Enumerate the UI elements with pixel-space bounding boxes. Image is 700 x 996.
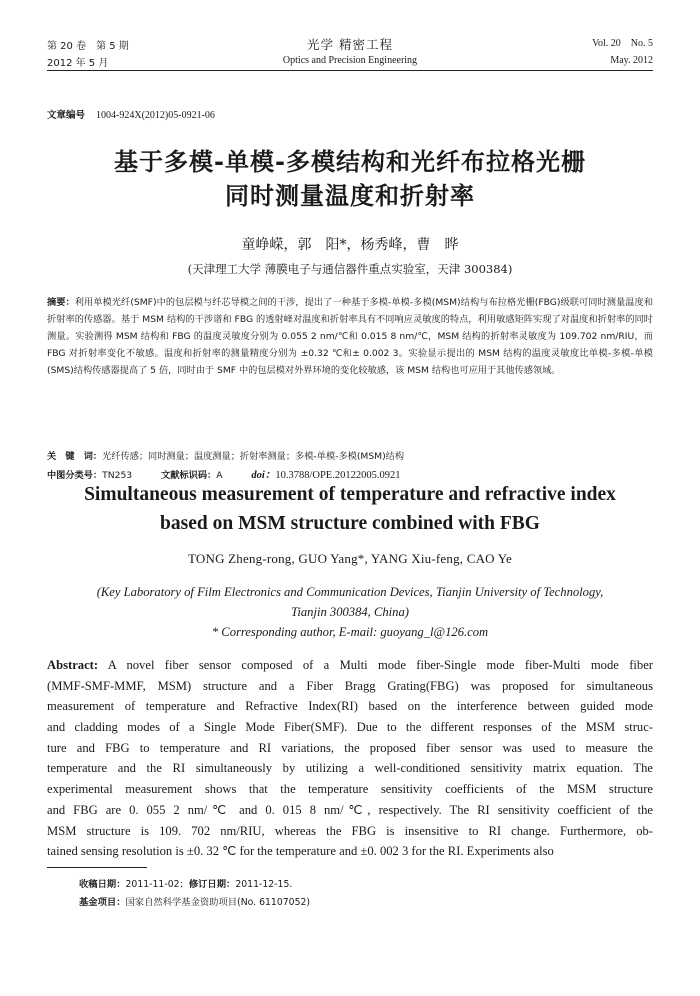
header-journal-cn: 光学 精密工程	[307, 37, 393, 52]
doi-label: doi：	[251, 470, 276, 481]
abstract-en-line: MSM structure is 109. 702 nm/RIU, whereas the FBG is insensitive to RI change. Furthermore, ob-	[47, 823, 653, 838]
footnote-dates	[79, 876, 292, 890]
authors-en: TONG Zheng-rong, GUO Yang*, YANG Xiu-feng, CAO Ye	[188, 551, 512, 566]
header-volume-cn: 第 20 卷 第 5 期	[47, 41, 129, 52]
abstract-en-line: ture and FBG to temperature and RI variations, the proposed fiber sensor was used to measure the	[47, 740, 653, 755]
title-en-line1: Simultaneous measurement of temperature and refractive index	[84, 484, 616, 505]
revised-value: 2011-12-15.	[235, 879, 293, 890]
classification-line	[47, 467, 400, 482]
abstract-en-line: and FBG are 0. 055 2 nm/℃ and 0. 015 8 nm/℃, respectively. The RI sensitivity coefficient of the	[47, 802, 653, 817]
doi-value: 10.3788/OPE.20122005.0921	[275, 470, 401, 481]
received-label: 收稿日期：	[79, 879, 126, 890]
abstract-en-line: tained sensing resolution is ±0. 32 ℃ for the temperature and ±0. 002 3 for the RI. Experiments also	[47, 844, 554, 859]
title-en-line2: based on MSM structure combined with FBG	[160, 513, 540, 534]
abstract-en-line: and cladding modes of a Single Mode Fiber(SMF). Due to the different responses of the MSM struc-	[47, 720, 653, 735]
doc-code-label: 文献标识码：	[161, 470, 217, 481]
revised-label: 修订日期：	[188, 879, 236, 890]
footnote-fund	[79, 894, 310, 908]
fund-value: 国家自然科学基金资助项目(No. 61107052)	[125, 897, 311, 908]
affiliation-en-line2: Tianjin 300384, China)	[291, 605, 409, 619]
keywords-cn-label: 关 键 词：	[47, 451, 103, 462]
article-id-value: 1004-924X(2012)05-0921-06	[96, 110, 215, 121]
abstract-en	[47, 655, 653, 862]
authors-cn: 童峥嵘，郭 阳*，杨秀峰，曹 晔	[241, 237, 459, 253]
affiliation-en-line3: * Corresponding author, E-mail: guoyang_l@126.com	[211, 625, 489, 639]
footnote-rule	[47, 867, 147, 868]
abstract-en-line: temperature and the RI simultaneously by utilizing a well-conditioned sensitivity matrix equation. The	[47, 761, 653, 776]
abstract-cn	[47, 294, 653, 379]
header-date-cn: 2012 年 5 月	[47, 58, 109, 69]
clc-label: 中图分类号：	[47, 470, 103, 481]
abstract-en-label: Abstract:	[47, 658, 99, 672]
received-value: 2011-11-02；	[125, 879, 189, 890]
abstract-cn-label: 摘要：	[47, 297, 75, 308]
abstract-en-line-text: A novel fiber sensor composed of a Multi mode fiber-Single mode fiber-Multi mode fiber	[107, 658, 653, 672]
doc-code-value: A	[216, 470, 223, 481]
abstract-en-line	[47, 655, 653, 676]
affiliation-cn: (天津理工大学 薄膜电子与通信器件重点实验室，天津 300384)	[187, 262, 513, 276]
header-volume-en: Vol. 20 No. 5	[592, 38, 653, 49]
header-date-en: May. 2012	[610, 55, 653, 66]
abstract-cn-text: 利用单模光纤(SMF)中的包层模与纤芯导模之间的干涉，提出了一种基于多模-单模-多模(MSM)结构与布拉格光栅(FBG)级联可同时测量温度和折射率的传感器。基于 MSM 结构的干涉谱和 FBG 的透射峰对温度和折射率具有不同响应灵敏度的特点，利用敏感矩阵实现了对温度和折射率的同时测量。实验测得 MSM 结构和 FBG 的温度灵敏度分别为 0.055 2 nm/℃和 0.015 8 nm/℃，MSM 结构的折射率灵敏度为 109.702 nm/RIU，而 FBG 对折射率变化不敏感。温度和折射率的测量精度分别为 ±0.32 ℃和± 0.002 3。实验显示提出的 MSM 结构的温度灵敏度比单模-多模-单模(SMS)结构传感器提高了 5 倍，同时由于 SMF 中的包层模对外界环境的变化较敏感，该 MSM 结构也可应用于其他传感领域。	[47, 297, 654, 376]
abstract-en-line: measurement of temperature and Refractive Index(RI) based on the interference between guided mode	[47, 699, 653, 714]
clc-value: TN253	[102, 470, 133, 481]
header-rule	[47, 70, 653, 71]
title-cn-line1: 基于多模-单模-多模结构和光纤布拉格光栅	[114, 148, 586, 176]
abstract-en-line: experimental measurement shows that the temperature sensitivity coefficients of the MSM structure	[47, 782, 653, 797]
keywords-cn	[47, 448, 404, 462]
keywords-cn-text: 光纤传感；同时测量；温度测量；折射率测量；多模-单模-多模(MSM)结构	[102, 451, 405, 462]
article-id-label: 文章编号	[47, 110, 86, 121]
header-journal-en: Optics and Precision Engineering	[282, 55, 418, 66]
title-cn-line2: 同时测量温度和折射率	[225, 182, 475, 210]
fund-label: 基金项目：	[79, 897, 126, 908]
article-id	[47, 107, 215, 121]
affiliation-en-line1: (Key Laboratory of Film Electronics and Communication Devices, Tianjin University of Technology,	[96, 585, 604, 599]
abstract-en-line: (MMF-SMF-MMF, MSM) structure and a Fiber Bragg Grating(FBG) was proposed for simultaneous	[47, 678, 653, 693]
